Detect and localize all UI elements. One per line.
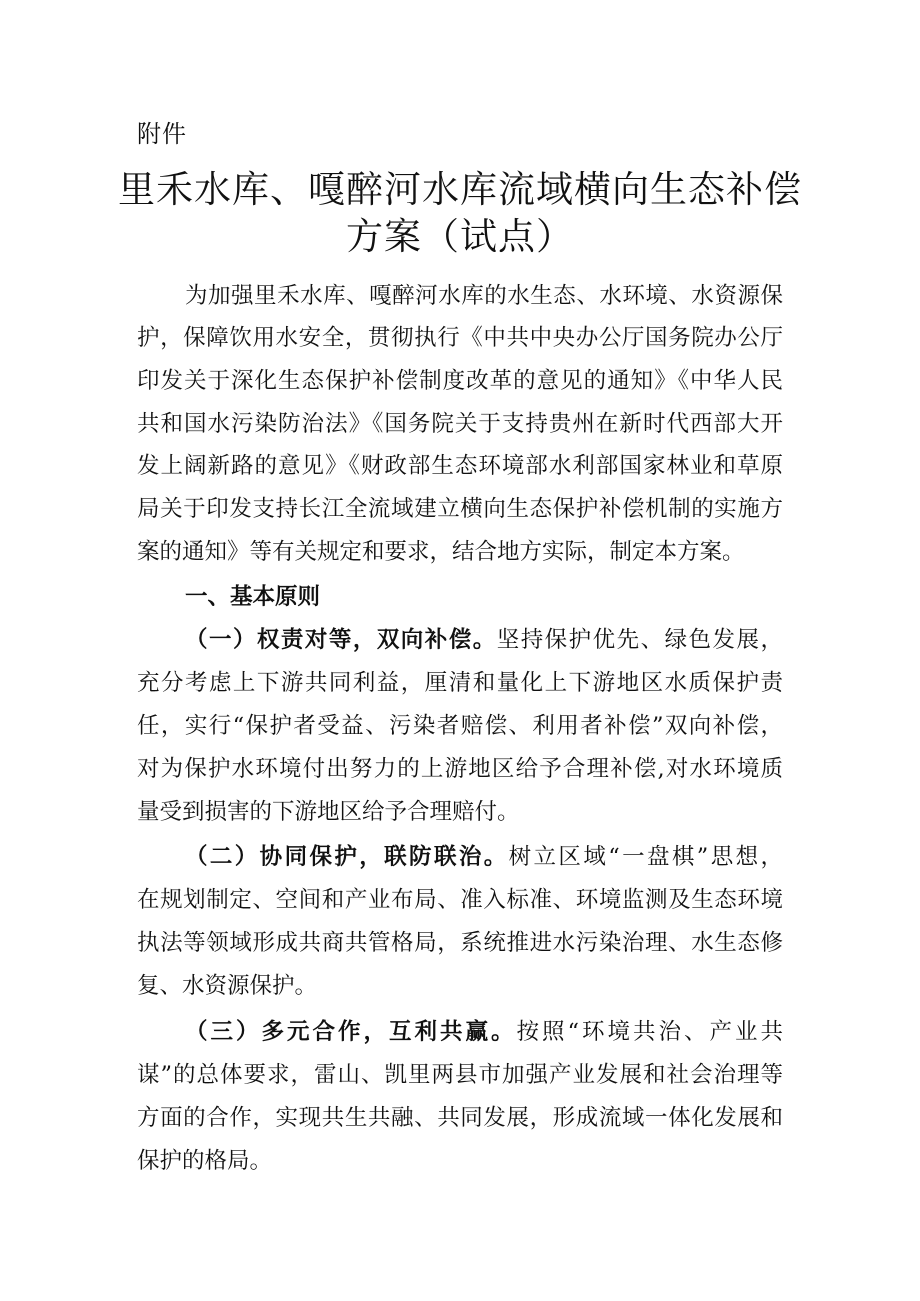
principle-1-line: 充分考虑上下游共同利益，厘清和量化上下游地区水质保护责	[137, 670, 783, 696]
attachment-label: 附件	[137, 120, 187, 148]
intro-line: 共和国水污染防治法》《国务院关于支持贵州在新时代西部大开	[137, 411, 783, 437]
principle-2-line: 在规划制定、空间和产业布局、准入标准、环境监测及生态环境	[137, 887, 783, 913]
document-title-line-1: 里禾水库、嘎醉河水库流域横向生态补偿	[118, 168, 802, 211]
principle-3-line: 保护的格局。	[137, 1148, 273, 1174]
principle-3-line: 方面的合作，实现共生共融、共同发展，形成流域一体化发展和	[137, 1105, 783, 1131]
principle-2-first-line	[185, 842, 783, 872]
section-heading: 一、基本原则	[185, 584, 321, 610]
principle-2-text: 树立区域“一盘棋”思想，	[508, 844, 783, 870]
principle-2-heading: （二）协同保护，联防联治。	[185, 844, 509, 870]
intro-line: 为加强里禾水库、嘎醉河水库的水生态、水环境、水资源保	[185, 283, 783, 309]
intro-line: 局关于印发支持长江全流域建立横向生态保护补偿机制的实施方	[137, 496, 783, 522]
principle-1-heading: （一）权责对等，双向补偿。	[185, 627, 497, 653]
intro-line: 案的通知》等有关规定和要求，结合地方实际，制定本方案。	[137, 539, 745, 565]
principle-2-line: 执法等领域形成共商共管格局，系统推进水污染治理、水生态修	[137, 930, 783, 956]
intro-line: 发上阔新路的意见》《财政部生态环境部水利部国家林业和草原	[137, 453, 783, 479]
principle-2-line: 复、水资源保护。	[137, 973, 318, 999]
principle-3-first-line	[185, 1017, 783, 1047]
principle-1-text: 坚持保护优先、绿色发展，	[496, 627, 783, 653]
principle-1-first-line	[185, 625, 783, 655]
document-title-line-2: 方案（试点）	[346, 215, 574, 258]
intro-line: 护，保障饮用水安全，贯彻执行《中共中央办公厅国务院办公厅	[137, 325, 783, 351]
principle-1-line: 量受到损害的下游地区给予合理赔付。	[137, 799, 520, 825]
principle-3-text: 按照“环境共治、产业共	[516, 1019, 783, 1045]
intro-line: 印发关于深化生态保护补偿制度改革的意见的通知》《中华人民	[137, 368, 783, 394]
principle-1-line: 对为保护水环境付出努力的上游地区给予合理补偿,对水环境质	[137, 756, 783, 782]
principle-1-line: 任，实行“保护者受益、污染者赔偿、利用者补偿”双向补偿，	[137, 713, 783, 739]
principle-3-heading: （三）多元合作，互利共赢。	[185, 1019, 517, 1045]
principle-3-line: 谋”的总体要求，雷山、凯里两县市加强产业发展和社会治理等	[137, 1062, 783, 1088]
